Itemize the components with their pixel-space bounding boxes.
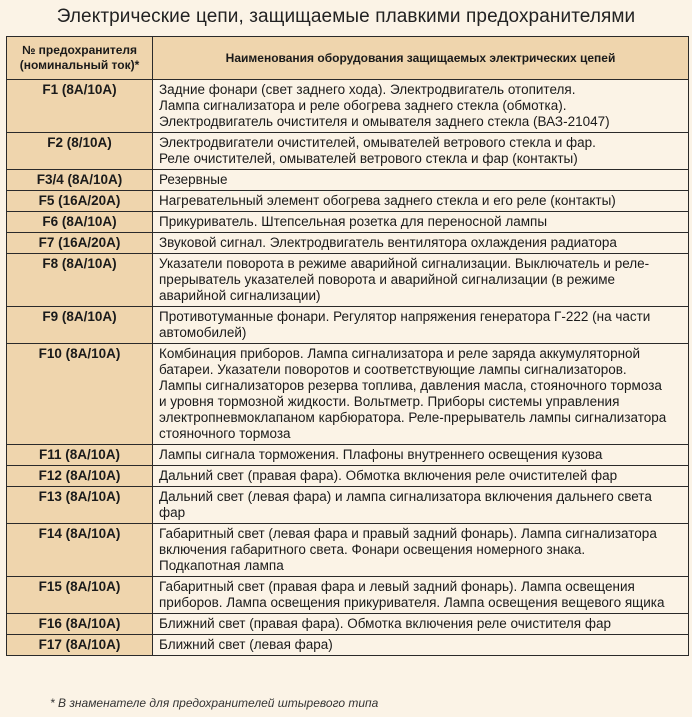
equipment-cell — [153, 307, 689, 344]
fuse-cell: F1 (8A/10A) — [7, 80, 153, 133]
equipment-line: Электродвигатель очистителя и омывателя заднего стекла (ВАЗ-21047) — [159, 114, 610, 129]
equipment-line: Звуковой сигнал. Электродвигатель вентилятора охлаждения радиатора — [159, 235, 617, 250]
table-row — [7, 445, 689, 466]
equipment-line: и уровня тормозной жидкости. Вольтметр. Приборы системы управления — [159, 394, 620, 409]
equipment-line: аварийной сигнализации) — [159, 288, 321, 303]
table-row — [7, 254, 689, 307]
fuse-header-line1: № предохранителя — [21, 43, 138, 57]
table-row — [7, 133, 689, 170]
table-row — [7, 212, 689, 233]
equipment-line: Нагревательный элемент обогрева заднего стекла и его реле (контакты) — [159, 193, 616, 208]
fuse-cell: F9 (8A/10A) — [7, 307, 153, 344]
table-row — [7, 466, 689, 487]
table-row — [7, 191, 689, 212]
fuse-cell: F12 (8A/10A) — [7, 466, 153, 487]
equipment-column-header: Наименования оборудования защищаемых электрических цепей — [153, 37, 689, 80]
equipment-line: батареи. Указатели поворотов и соответствующие лампы сигнализаторов. — [159, 362, 627, 377]
fuse-cell: F5 (16A/20A) — [7, 191, 153, 212]
equipment-line: электропневмоклапаном карбюратора. Реле-прерыватель лампы сигнализатора — [159, 410, 667, 425]
fuse-cell: F2 (8/10A) — [7, 133, 153, 170]
equipment-line: фар — [159, 505, 186, 520]
fuse-cell: F11 (8A/10A) — [7, 445, 153, 466]
equipment-cell — [153, 614, 689, 635]
table-row — [7, 577, 689, 614]
equipment-line: Ближний свет (правая фара). Обмотка включения реле очистителя фар — [159, 616, 611, 631]
equipment-line: Габаритный свет (левая фара и правый задний фонарь). Лампа сигнализатора — [159, 526, 657, 541]
equipment-cell — [153, 577, 689, 614]
fuse-cell: F13 (8A/10A) — [7, 487, 153, 524]
table-row — [7, 233, 689, 254]
equipment-line: Лампы сигнализаторов резерва топлива, давления масла, стояночного тормоза — [159, 378, 662, 393]
equipment-line: Ближний свет (левая фара) — [159, 637, 333, 652]
table-header-row — [7, 37, 689, 80]
table-row — [7, 80, 689, 133]
page-title: Электрические цепи, защищаемые плавкими предохранителями — [56, 6, 636, 27]
equipment-line: Комбинация приборов. Лампа сигнализатора и реле заряда аккумуляторной — [159, 346, 641, 361]
footnote: * В знаменателе для предохранителей штыревого типа — [50, 696, 379, 710]
equipment-line: Реле очистителей, омывателей ветрового стекла и фар (контакты) — [159, 151, 578, 166]
fuse-column-header — [7, 37, 153, 80]
equipment-line: включения габаритного света. Фонари освещения номерного знака. — [159, 542, 586, 557]
equipment-cell — [153, 170, 689, 191]
table-row — [7, 524, 689, 577]
equipment-line: Резервные — [159, 172, 228, 187]
table-row — [7, 344, 689, 445]
table-row — [7, 307, 689, 344]
equipment-line: Дальний свет (левая фара) и лампа сигнализатора включения дальнего света — [159, 489, 652, 504]
equipment-line: Задние фонари (свет заднего хода). Электродвигатель отопителя. — [159, 82, 576, 97]
equipment-cell — [153, 487, 689, 524]
equipment-cell — [153, 635, 689, 656]
equipment-line: Электродвигатели очистителей, омывателей ветрового стекла и фар. — [159, 135, 596, 150]
table-row — [7, 487, 689, 524]
fuse-cell: F6 (8A/10A) — [7, 212, 153, 233]
equipment-cell — [153, 133, 689, 170]
equipment-line: автомобилей) — [159, 325, 247, 340]
equipment-cell — [153, 344, 689, 445]
equipment-cell — [153, 212, 689, 233]
fuse-cell: F14 (8A/10A) — [7, 524, 153, 577]
equipment-cell — [153, 466, 689, 487]
equipment-line: Лампы сигнала торможения. Плафоны внутреннего освещения кузова — [159, 447, 603, 462]
fuse-header-line2: (номинальный ток)* — [19, 58, 140, 72]
equipment-line: Противотуманные фонари. Регулятор напряжения генератора Г-222 (на части — [159, 309, 651, 324]
fuse-cell: F17 (8A/10A) — [7, 635, 153, 656]
equipment-cell — [153, 524, 689, 577]
fuse-cell: F3/4 (8A/10A) — [7, 170, 153, 191]
equipment-line: Указатели поворота в режиме аварийной сигнализации. Выключатель и реле- — [159, 256, 650, 271]
table-row — [7, 170, 689, 191]
table-row — [7, 635, 689, 656]
fuse-cell: F8 (8A/10A) — [7, 254, 153, 307]
equipment-line: Лампа сигнализатора и реле обогрева заднего стекла (обмотка). — [159, 98, 567, 113]
fuse-table — [6, 36, 689, 656]
equipment-line: Дальний свет (правая фара). Обмотка включения реле очистителей фар — [159, 468, 618, 483]
equipment-line: приборов. Лампа освещения прикуривателя. Лампа освещения вещевого ящика — [159, 595, 665, 610]
equipment-line: Габаритный свет (правая фара и левый задний фонарь). Лампа освещения — [159, 579, 635, 594]
fuse-cell: F16 (8A/10A) — [7, 614, 153, 635]
equipment-line: Прикуриватель. Штепсельная розетка для переносной лампы — [159, 214, 548, 229]
equipment-cell — [153, 80, 689, 133]
fuse-cell: F7 (16A/20A) — [7, 233, 153, 254]
equipment-cell — [153, 445, 689, 466]
equipment-line: стояночного тормоза — [159, 426, 291, 441]
fuse-cell: F15 (8A/10A) — [7, 577, 153, 614]
equipment-line: прерыватель указателей поворота и аварийной сигнализации (в режиме — [159, 272, 616, 287]
equipment-cell — [153, 254, 689, 307]
equipment-cell — [153, 191, 689, 212]
fuse-cell: F10 (8A/10A) — [7, 344, 153, 445]
table-row — [7, 614, 689, 635]
equipment-cell — [153, 233, 689, 254]
equipment-line: Подкапотная лампа — [159, 558, 284, 573]
